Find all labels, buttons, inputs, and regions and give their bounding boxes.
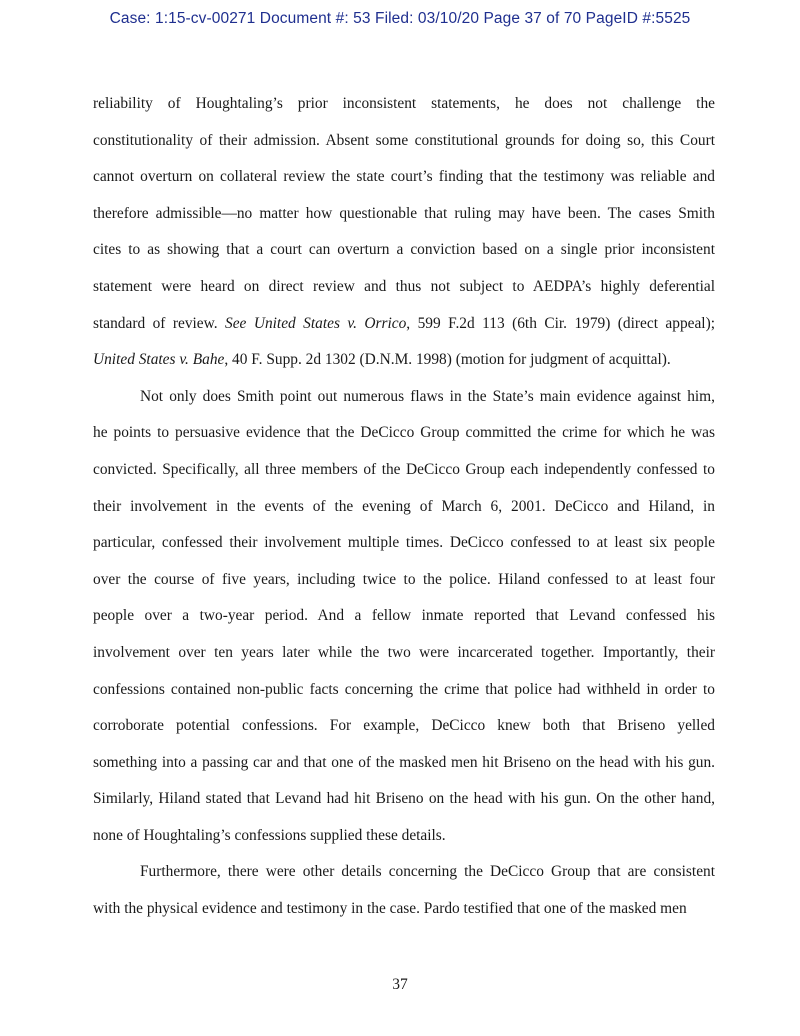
text-segment: reliability of Houghtaling’s prior inconsistent statements, he does not challenge the	[93, 95, 715, 112]
text-segment: people over a two-year period. And a fellow inmate reported that Levand confessed his	[93, 607, 715, 625]
text-segment: , 599 F.2d 113 (6th Cir. 1979) (direct appeal);	[406, 314, 715, 332]
text-line	[93, 531, 715, 568]
text-segment: involvement over ten years later while the two were incarcerated together. Importantly, their	[93, 643, 715, 661]
text-segment: therefore admissible—no matter how questionable that ruling may have been. The cases Smith	[93, 204, 715, 222]
paragraph	[93, 92, 715, 385]
text-segment: Similarly, Hiland stated that Levand had hit Briseno on the head with his gun. On the other hand,	[93, 790, 715, 808]
text-line	[93, 714, 715, 751]
paragraph	[93, 860, 715, 933]
text-segment: he points to persuasive evidence that the DeCicco Group committed the crime for which he was	[93, 424, 715, 442]
case-citation: United States v. Bahe	[93, 351, 225, 369]
text-segment: something into a passing car and that one of the masked men hit Briseno on the head with his gun.	[93, 753, 715, 771]
page-number: 37	[392, 976, 408, 993]
text-segment: Not only does Smith point out numerous flaws in the State’s main evidence against him,	[140, 387, 715, 405]
case-header: Case: 1:15-cv-00271 Document #: 53 Filed: 03/10/20 Page 37 of 70 PageID #:5525	[109, 10, 691, 27]
text-line	[93, 860, 715, 897]
text-segment: convicted. Specifically, all three members of the DeCicco Group each independently confessed to	[93, 460, 715, 478]
text-line	[93, 92, 715, 129]
text-line	[93, 348, 715, 385]
text-segment: their involvement in the events of the evening of March 6, 2001. DeCicco and Hiland, in	[93, 497, 715, 515]
text-line	[93, 604, 715, 641]
text-segment: confessions contained non-public facts concerning the crime that police had withheld in order to	[93, 680, 715, 698]
text-segment: particular, confessed their involvement multiple times. DeCicco confessed to at least six people	[93, 534, 715, 552]
text-segment: corroborate potential confessions. For example, DeCicco knew both that Briseno yelled	[93, 717, 715, 735]
text-line	[93, 421, 715, 458]
text-line	[93, 312, 715, 349]
text-segment: standard of review.	[93, 314, 226, 332]
text-line	[93, 458, 715, 495]
text-line	[93, 385, 715, 422]
text-segment: constitutionality of their admission. Absent some constitutional grounds for doing so, this Court	[93, 131, 715, 149]
text-line	[93, 275, 715, 312]
text-line	[93, 495, 715, 532]
text-line	[93, 129, 715, 166]
text-segment: over the course of five years, including twice to the police. Hiland confessed to at least four	[93, 570, 715, 588]
text-line	[93, 202, 715, 239]
document-body	[93, 92, 715, 934]
text-line	[93, 751, 715, 788]
text-line	[93, 165, 715, 202]
text-segment: cannot overturn on collateral review the state court’s finding that the testimony was reliable and	[93, 168, 715, 186]
text-line	[93, 238, 715, 275]
text-line	[93, 824, 715, 861]
text-segment: cites to as showing that a court can overturn a conviction based on a single prior inconsistent	[93, 241, 715, 259]
text-segment: , 40 F. Supp. 2d 1302 (D.N.M. 1998) (motion for judgment of acquittal).	[224, 351, 671, 369]
text-line	[93, 568, 715, 605]
text-segment: statement were heard on direct review and thus not subject to AEDPA’s highly deferential	[93, 277, 715, 295]
text-segment: with the physical evidence and testimony in the case. Pardo testified that one of the masked men	[93, 900, 687, 918]
text-line	[93, 641, 715, 678]
paragraph	[93, 385, 715, 861]
text-line	[93, 678, 715, 715]
text-segment: Furthermore, there were other details concerning the DeCicco Group that are consistent	[140, 863, 715, 881]
text-line	[93, 897, 715, 934]
case-citation: See United States v. Orrico	[225, 314, 407, 332]
text-line	[93, 787, 715, 824]
text-segment: none of Houghtaling’s confessions supplied these details.	[93, 826, 446, 844]
